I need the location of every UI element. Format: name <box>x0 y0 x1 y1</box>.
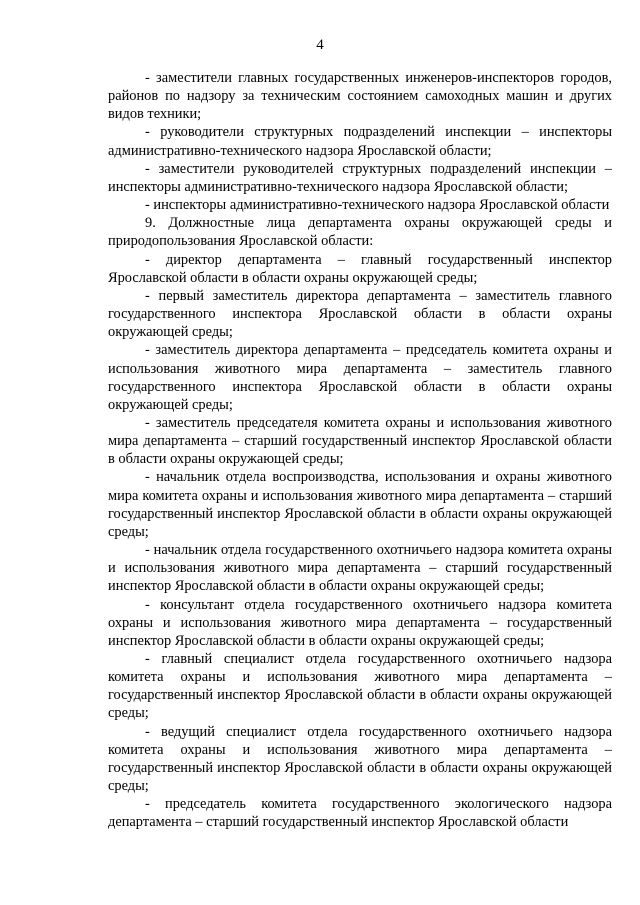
list-item-department-director: - директор департамента – главный государственный инспектор Ярославской области в области охраны окружающей среды; <box>108 251 612 286</box>
list-item-first-deputy-director: - первый заместитель директора департамента – заместитель главного государственного инспектора Ярославской области в области охраны окружающей среды; <box>108 287 612 341</box>
section-9-heading: 9. Должностные лица департамента охраны окружающей среды и природопользования Ярославской области: <box>108 215 612 250</box>
list-item-deputy-committee-chair: - заместитель председателя комитета охраны и использования животного мира департамента – старший государственный инспектор Ярославской области в области охраны окружающей среды; <box>108 414 612 468</box>
list-item-eco-committee-chair: - председатель комитета государственного экологического надзора департамента – старший государственный инспектор Ярославской области <box>108 796 612 831</box>
list-item-unit-heads: - руководители структурных подразделений инспекции – инспекторы административно-технического надзора Ярославской области; <box>108 124 612 159</box>
list-item-chief-specialist: - главный специалист отдела государственного охотничьего надзора комитета охраны и использования животного мира департамента – государственный инспектор Ярославской области в области охраны окружающей среды; <box>108 651 612 722</box>
list-item-deputy-unit-heads: - заместители руководителей структурных подразделений инспекции – инспекторы административно-технического надзора Ярославской области; <box>108 160 612 195</box>
page-number: 4 <box>316 37 324 53</box>
list-item-hunting-supervision-head: - начальник отдела государственного охотничьего надзора комитета охраны и использования животного мира департамента – старший государственный инспектор Ярославской области в области охраны окружающей среды; <box>108 542 612 595</box>
list-item-deputy-director: - заместитель директора департамента – председатель комитета охраны и использования животного мира департамента – заместитель главного государственного инспектора Ярославской области в области охраны окружающей среды; <box>108 342 612 413</box>
list-item-reproduction-dept-head: - начальник отдела воспроизводства, использования и охраны животного мира комитета охраны и использования животного мира департамента – старший государственный инспектор Ярославской области в области охраны окружающей среды; <box>108 469 612 540</box>
list-item-inspectors: - инспекторы административно-технического надзора Ярославской области <box>145 197 610 214</box>
list-item-leading-specialist: - ведущий специалист отдела государственного охотничьего надзора комитета охраны и использования животного мира департамента – государственный инспектор Ярославской области в области охраны окружающей среды; <box>108 723 612 795</box>
list-item-hunting-consultant: - консультант отдела государственного охотничьего надзора комитета охраны и использования животного мира департамента – государственный инспектор Ярославской области в области охраны окружающей среды; <box>108 596 612 649</box>
list-item-deputy-chief-engineers: - заместители главных государственных инженеров-инспекторов городов, районов по надзору за техническим состоянием самоходных машин и других видов техники; <box>108 70 612 123</box>
document-body <box>108 69 612 832</box>
